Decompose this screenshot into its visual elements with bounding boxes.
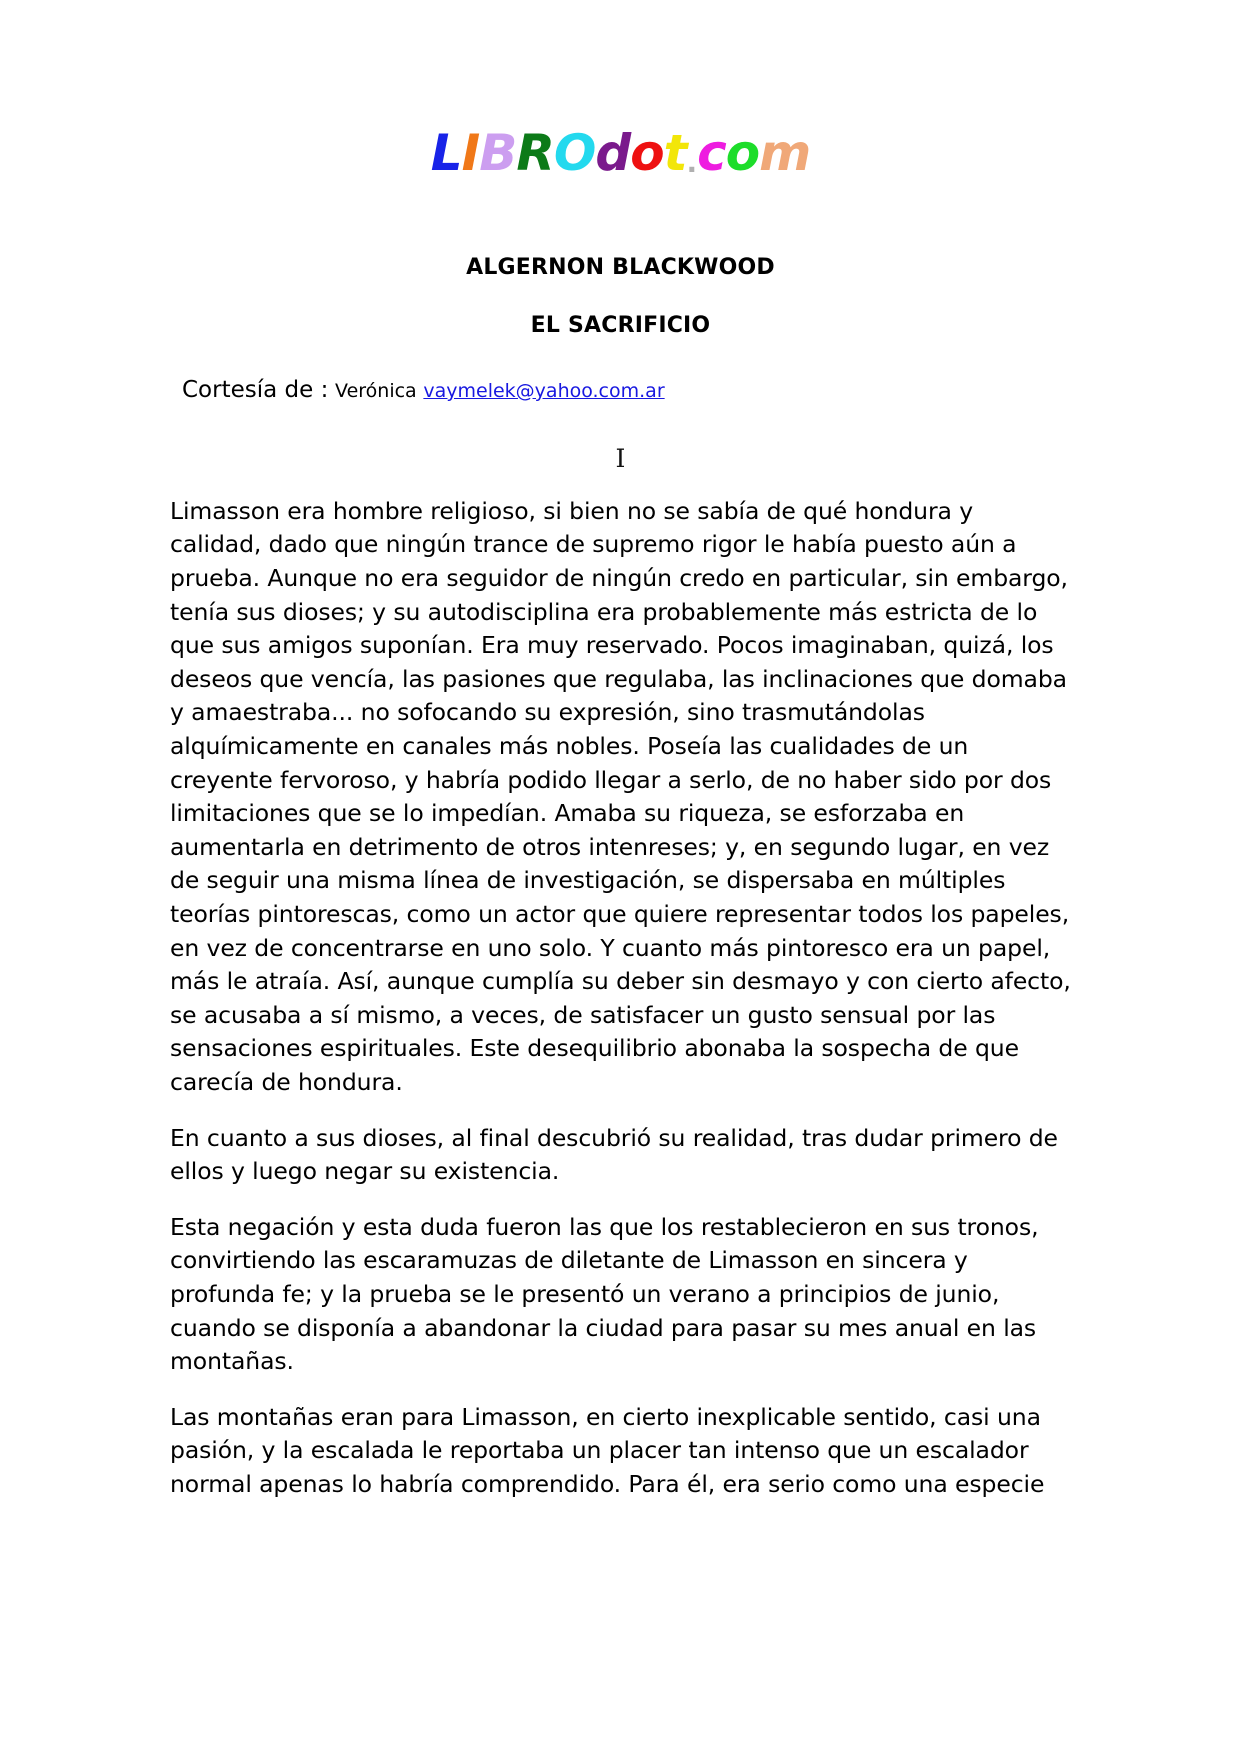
page-title: EL SACRIFICIO <box>530 313 711 338</box>
body-paragraph: Esta negación y esta duda fueron las que los restablecieron en sus tronos, convirtiendo las escaramuzas de diletante de Limasson en sincera y profunda fe; y la prueba se le presentó un verano a principios de junio, cuando se disponía a abandonar la ciudad para pasar su mes anual en las montañas. <box>170 1212 1039 1376</box>
body-paragraph: Limasson era hombre religioso, si bien no se sabía de qué hondura y calidad, dado que ningún trance de supremo rigor le había puesto aún a prueba. Aunque no era seguidor de ningún credo en particular, sin embargo, tenía sus dioses; y su autodisciplina era probablemente más estricta de lo que sus amigos suponían. Era muy reservado. Pocos imaginaban, quizá, los deseos que vencía, las pasiones que regulaba, las inclinaciones que domaba y amaestraba... no sofocando su expresión, sino trasmutándolas alquímicamente en canales más nobles. Poseía las cualidades de un creyente fervoroso, y habría podido llegar a serlo, de no haber sido por dos limitaciones que se lo impedían. Amaba su riqueza, se esforzaba en aumentarla en detrimento de otros intenreses; y, en segundo lugar, en vez de seguir una misma línea de investigación, se dispersaba en múltiples teorías pintorescas, como un actor que quiere representar todos los papeles, en vez de concentrarse en uno solo. Y cuanto más pintoresco era un papel, más le atraía. Así, aunque cumplía su deber sin desmayo y con cierto afecto, se acusaba a sí mismo, a veces, de satisfacer un gusto sensual por las sensaciones espirituales. Este desequilibrio abonaba la sospecha de que carecía de hondura. <box>170 496 1071 1096</box>
librodot-logo <box>430 124 811 182</box>
logo-letter-6: o <box>630 124 664 182</box>
author-name: ALGERNON BLACKWOOD <box>466 255 775 280</box>
contributor-name: Verónica <box>335 380 417 402</box>
logo-letter-9: c <box>697 124 726 182</box>
body-paragraph: En cuanto a sus dioses, al final descubrió su realidad, tras dudar primero de ellos y luego negar su existencia. <box>170 1123 1058 1186</box>
courtesy-line <box>170 376 1071 406</box>
logo-letter-2: B <box>479 124 517 182</box>
logo-letter-3: R <box>516 124 554 182</box>
logo-letter-4: O <box>553 124 596 182</box>
body-paragraph: Las montañas eran para Limasson, en cierto inexplicable sentido, casi una pasión, y la escalada le reportaba un placer tan intenso que un escalador normal apenas lo habría comprendido. Para él, era serio como una especie <box>170 1402 1045 1498</box>
logo-letter-0: L <box>430 124 462 182</box>
logo-letter-10: o <box>725 124 760 182</box>
logo-letter-1: I <box>461 124 480 182</box>
courtesy-label: Cortesía de : <box>182 377 329 403</box>
logo-letter-5: d <box>595 124 631 182</box>
logo-letter-7: t <box>663 124 687 182</box>
section-numeral: I <box>615 443 626 473</box>
logo-container <box>170 0 1071 182</box>
logo-letter-11: m <box>759 124 811 182</box>
body-text <box>170 495 1071 1502</box>
contributor-email-link[interactable]: vaymelek@yahoo.com.ar <box>423 380 665 402</box>
logo-letter-8: . <box>686 146 698 179</box>
